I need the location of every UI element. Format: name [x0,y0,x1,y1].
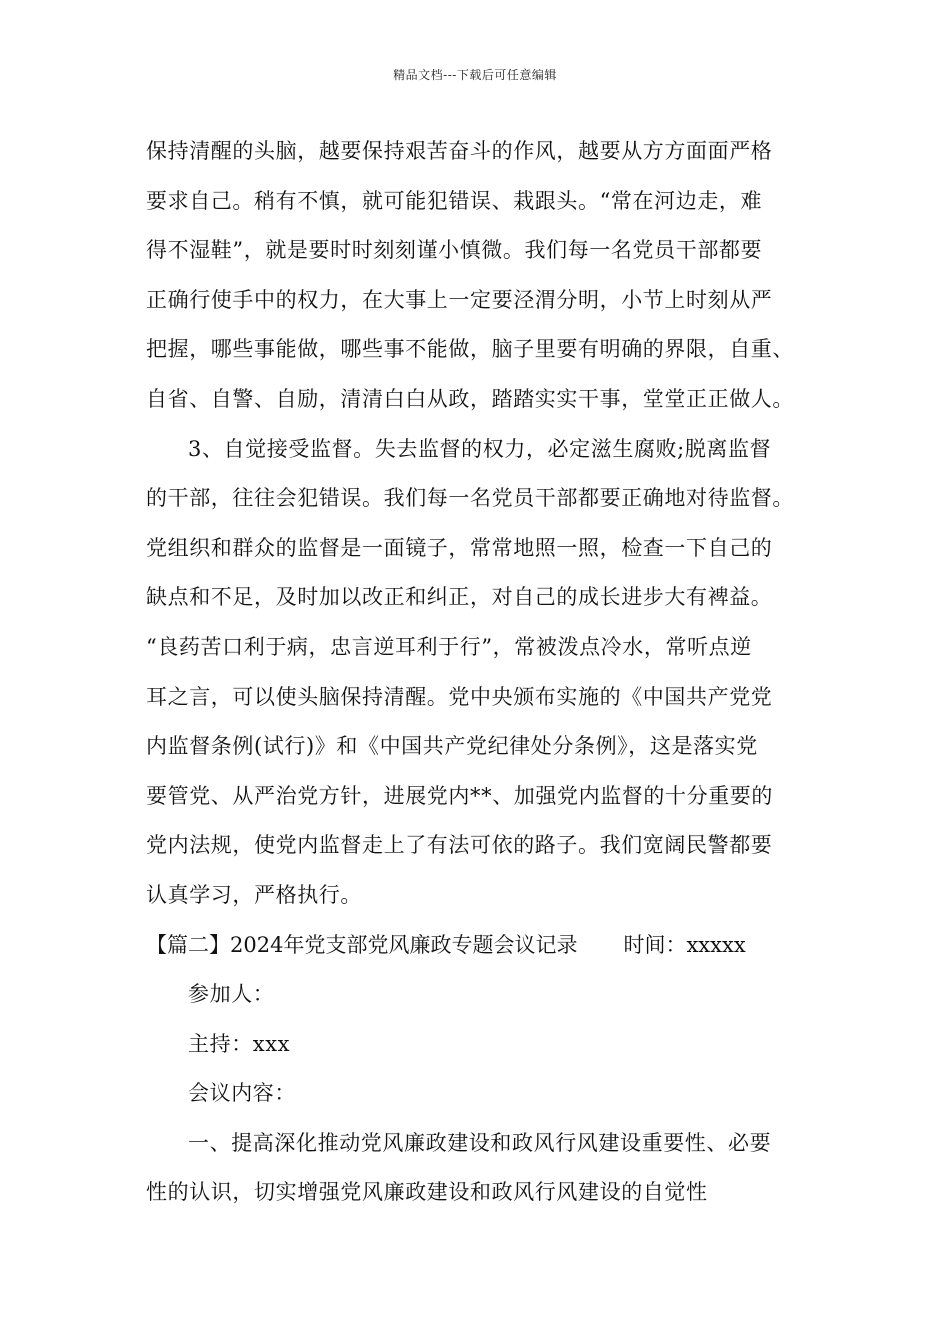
text-line: 要管党、从严治党方针，进展党内**、加强党内监督的十分重要的 [146,783,773,808]
meeting-content-label: 会议内容： [188,1081,296,1106]
paragraph-accept-supervision [146,425,826,921]
text-line: 一、提高深化推动党风廉政建设和政风行风建设重要性、必要 [188,1130,772,1155]
document-body [146,127,826,1218]
section-heading [146,921,826,971]
text-line: 性的认识，切实增强党风廉政建设和政风行风建设的自觉性 [146,1180,708,1205]
text-line: 保持清醒的头脑，越要保持艰苦奋斗的作风，越要从方方面面严格 [146,139,773,163]
participants-label: 参加人： [188,982,275,1007]
text-line: 缺点和不足，及时加以改正和纠正，对自己的成长进步大有裨益。 [146,585,773,610]
text-line: 得不湿鞋”，就是要时时刻刻谨小慎微。我们每一名党员干部都要 [146,238,763,263]
host-label: 主持：xxx [188,1031,291,1056]
text-line: 自省、自警、自励，清清白白从政，踏踏实实干事，堂堂正正做人。 [146,386,794,411]
text-line: 的干部，往往会犯错误。我们每一名党员干部都要正确地对待监督。 [146,486,794,511]
text-line: 党内法规，使党内监督走上了有法可依的路子。我们宽阔民警都要 [146,833,773,858]
agenda-item-1 [146,1119,826,1218]
text-line: 要求自己。稍有不慎，就可能犯错误、栽跟头。“常在河边走，难 [146,188,763,213]
text-line: 内监督条例(试行)》和《中国共产党纪律处分条例》，这是落实党 [146,734,758,759]
page-header: 精品文档---下载后可任意编辑 [393,68,557,82]
paragraph-self-discipline [146,127,826,425]
section-title: 【篇二】2024年党支部党风廉政专题会议记录 [146,932,578,957]
text-line: 3、自觉接受监督。失去监督的权力，必定滋生腐败;脱离监督 [188,436,772,461]
text-line: 党组织和群众的监督是一面镜子，常常地照一照，检查一下自己的 [146,535,773,560]
text-line: 耳之言，可以使头脑保持清醒。党中央颁布实施的《中国共产党党 [146,684,773,709]
text-line: 把握，哪些事能做，哪些事不能做，脑子里要有明确的界限，自重、 [146,337,794,362]
text-line: 认真学习，严格执行。 [146,882,362,907]
text-line: “良药苦口利于病，忠言逆耳利于行”，常被泼点冷水，常听点逆 [146,634,752,659]
meeting-time: 时间：xxxxx [623,932,746,957]
text-line: 正确行使手中的权力，在大事上一定要泾渭分明，小节上时刻从严 [146,287,773,312]
